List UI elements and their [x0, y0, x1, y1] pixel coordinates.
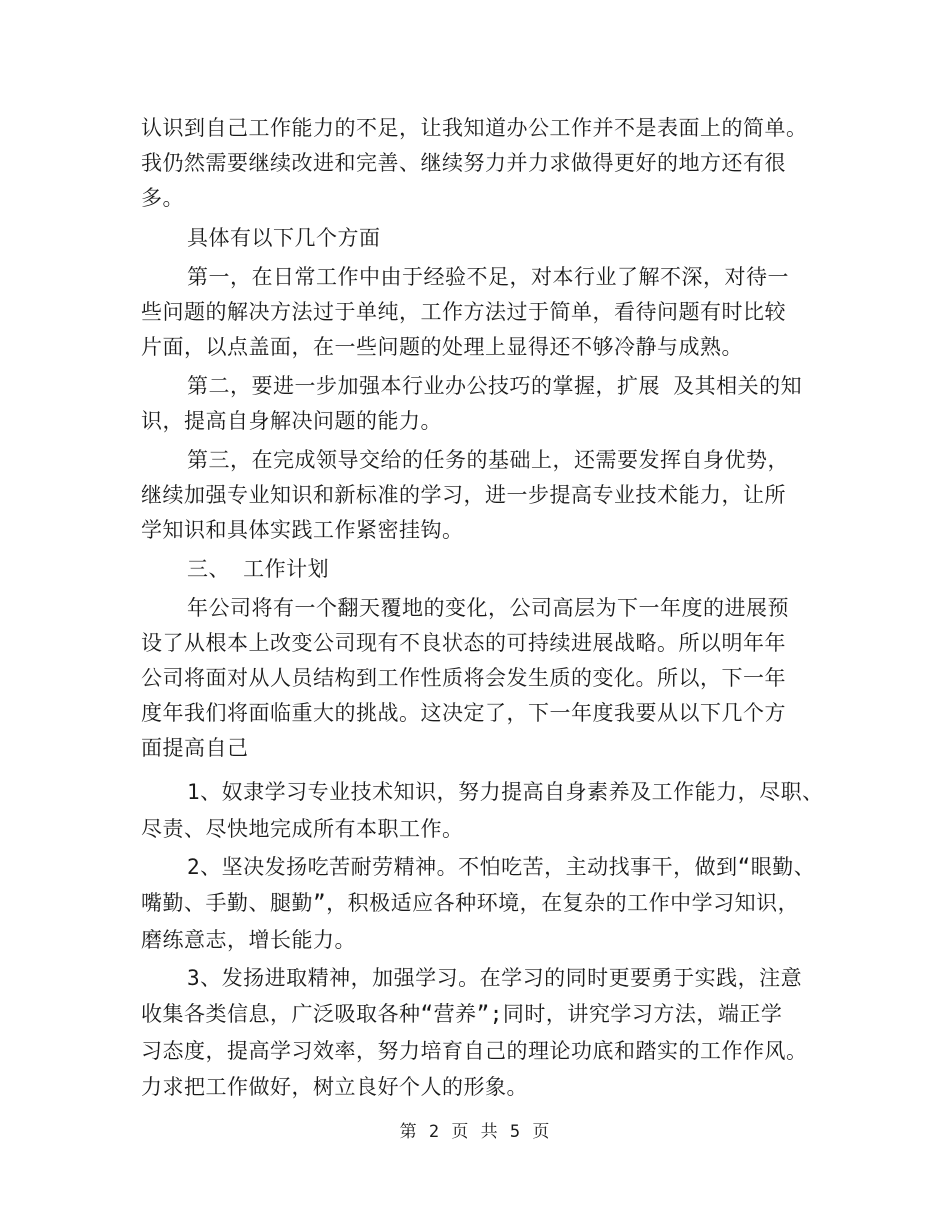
text-line: 第一，在日常工作中由于经验不足，对本行业了解不深，对待一 — [187, 265, 789, 289]
text-line: 面提高自己 — [141, 736, 249, 760]
section-heading: 具体有以下几个方面 — [187, 226, 381, 250]
text-line: 习态度，提高学习效率，努力培育自己的理论功底和踏实的工作作风。 — [141, 1039, 808, 1063]
text-line: 多。 — [141, 186, 184, 210]
text-line: 度年我们将面临重大的挑战。这决定了，下一年度我要从以下几个方 — [141, 701, 786, 725]
text-line: 尽责、尽快地完成所有本职工作。 — [141, 817, 464, 841]
text-line: 3、发扬进取精神，加强学习。在学习的同时更要勇于实践，注意 — [187, 966, 803, 990]
text-line: 磨练意志，增长能力。 — [141, 928, 356, 952]
text-line: 公司将面对从人员结构到工作性质将会发生质的变化。所以，下一年 — [141, 666, 786, 690]
text-line: 片面，以点盖面，在一些问题的处理上显得还不够冷静与成熟。 — [141, 335, 743, 359]
text-line: 力求把工作做好，树立良好个人的形象。 — [141, 1075, 528, 1099]
text-line: 设了从根本上改变公司现有不良状态的可持续进展战略。所以明年年 — [141, 631, 786, 655]
text-line: 继续加强专业知识和新标准的学习，进一步提高专业技术能力，让所 — [141, 483, 786, 507]
text-line: 收集各类信息，广泛吸取各种“营养”;同时，讲究学习方法，端正学 — [141, 1002, 783, 1026]
text-line: 学知识和具体实践工作紧密挂钩。 — [141, 518, 464, 542]
text-line: 第三，在完成领导交给的任务的基础上，还需要发挥自身优势， — [187, 448, 789, 472]
text-line: 认识到自己工作能力的不足，让我知道办公工作并不是表面上的简单。 — [141, 116, 808, 140]
page-number-footer: 第 2 页 共 5 页 — [399, 1122, 551, 1142]
text-line: 些问题的解决方法过于单纯，工作方法过于简单，看待问题有时比较 — [141, 300, 786, 324]
text-line: 第二，要进一步加强本行业办公技巧的掌握，扩展 及其相关的知 — [187, 374, 803, 398]
text-line: 1、奴隶学习专业技术知识，努力提高自身素养及工作能力，尽职、 — [187, 780, 824, 804]
text-line: 嘴勤、手勤、腿勤”，积极适应各种环境，在复杂的工作中学习知识， — [141, 891, 800, 915]
text-line: 2、坚决发扬吃苦耐劳精神。不怕吃苦，主动找事干，做到“眼勤、 — [187, 855, 816, 879]
text-line: 我仍然需要继续改进和完善、继续努力并力求做得更好的地方还有很 — [141, 151, 786, 175]
section-heading: 三、 工作计划 — [187, 557, 330, 581]
text-line: 年公司将有一个翻天覆地的变化，公司高层为下一年度的进展预 — [187, 596, 789, 620]
text-line: 识，提高自身解决问题的能力。 — [141, 409, 442, 433]
